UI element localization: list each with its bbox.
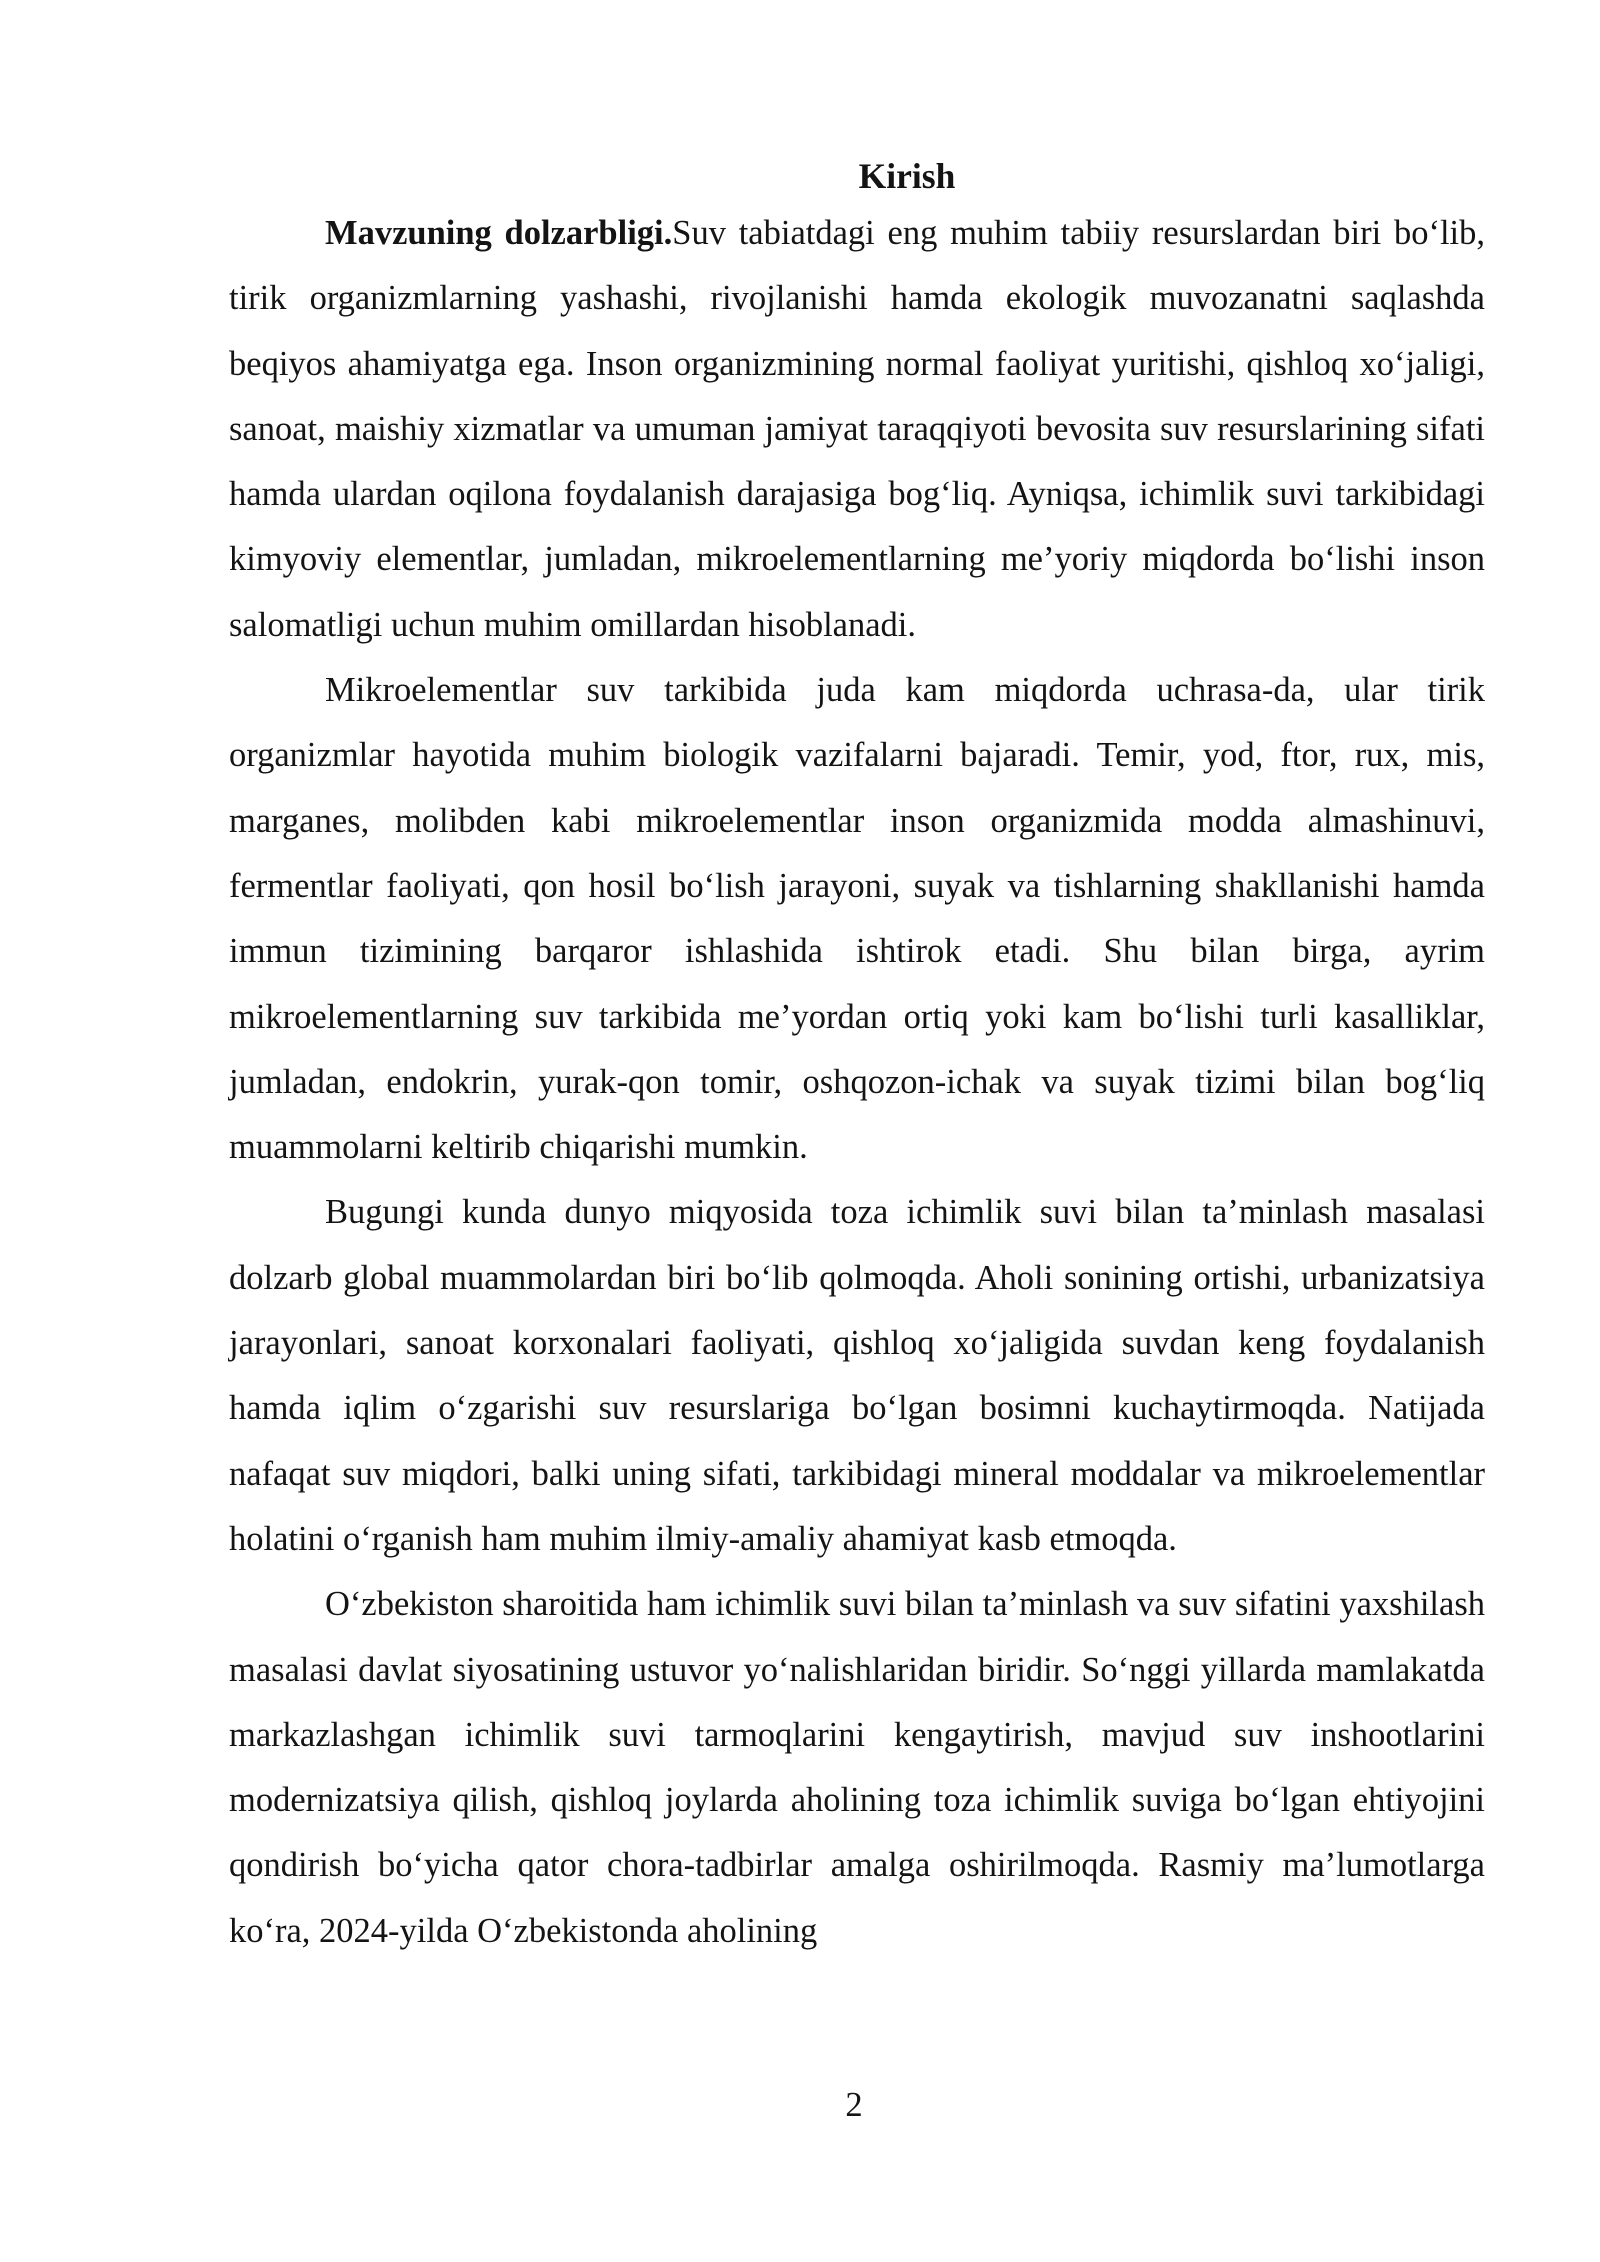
document-body <box>229 151 1485 1964</box>
paragraph-lead: Mavzuning dolzarbligi. <box>325 214 673 252</box>
paragraph-text: Mikroelementlar suv tarkibida juda kam miqdorda uchrasa-da, ular tirik organizmlar hayotida muhim biologik vazifalarni bajaradi. Temir, yod, ftor, rux, mis, marganes, molibden kabi mikroelementlar inson organizmida modda almashinuvi, fermentlar faoliyati, qon hosil bo‘lish jarayoni, suyak va tishlarning shakllanishi hamda immun tizimining barqaror ishlashida ishtirok etadi. Shu bilan birga, ayrim mikroelementlarning suv tarkibida me’yordan ortiq yoki kam bo‘lishi turli kasalliklar, jumladan, endokrin, yurak-qon tomir, oshqozon-ichak va suyak tizimi bilan bog‘liq muammolarni keltirib chiqarishi mumkin. <box>229 671 1485 1167</box>
page-title: Kirish <box>858 156 956 196</box>
paragraph-text: O‘zbekiston sharoitida ham ichimlik suvi bilan ta’minlash va suv sifatini yaxshilash masalasi davlat siyosatining ustuvor yo‘nalishlaridan biridir. So‘nggi yillarda mamlakatda markazlashgan ichimlik suvi tarmoqlarini kengaytirish, mavjud suv inshootlarini modernizatsiya qilish, qishloq joylarda aholining toza ichimlik suviga bo‘lgan ehtiyojini qondirish bo‘yicha qator chora-tadbirlar amalga oshirilmoqda. Rasmiy ma’lumotlarga ko‘ra, 2024-yilda O‘zbekistonda aholining <box>229 1585 1485 1950</box>
paragraph-uzbekistan <box>229 1572 1485 1964</box>
paragraph-microelements <box>229 658 1485 1180</box>
paragraph-global-water <box>229 1180 1485 1572</box>
paragraph-text: Suv tabiatdagi eng muhim tabiiy resurslardan biri bo‘lib, tirik organizmlarning yashashi, rivojlanishi hamda ekologik muvozanatni saqlashda beqiyos ahamiyatga ega. Inson organizmining normal faoliyat yuritishi, qishloq xo‘jaligi, sanoat, maishiy xizmatlar va umuman jamiyat taraqqiyoti bevosita suv resurslarining sifati hamda ulardan oqilona foydalanish darajasiga bog‘liq. Ayniqsa, ichimlik suvi tarkibidagi kimyoviy elementlar, jumladan, mikroelementlarning me’yoriy miqdorda bo‘lishi inson salomatligi uchun muhim omillardan hisoblanadi. <box>229 214 1485 644</box>
paragraph-text: Bugungi kunda dunyo miqyosida toza ichimlik suvi bilan ta’minlash masalasi dolzarb global muammolardan biri bo‘lib qolmoqda. Aholi sonining ortishi, urbanizatsiya jarayonlari, sanoat korxonalari faoliyati, qishloq xo‘jaligida suvdan keng foydalanish hamda iqlim o‘zgarishi suv resurslariga bo‘lgan bosimni kuchaytirmoqda. Natijada nafaqat suv miqdori, balki uning sifati, tarkibidagi mineral moddalar va mikroelementlar holatini o‘rganish ham muhim ilmiy-amaliy ahamiyat kasb etmoqda. <box>229 1193 1485 1558</box>
page-number: 2 <box>845 2086 863 2124</box>
paragraph-relevance <box>229 201 1485 658</box>
